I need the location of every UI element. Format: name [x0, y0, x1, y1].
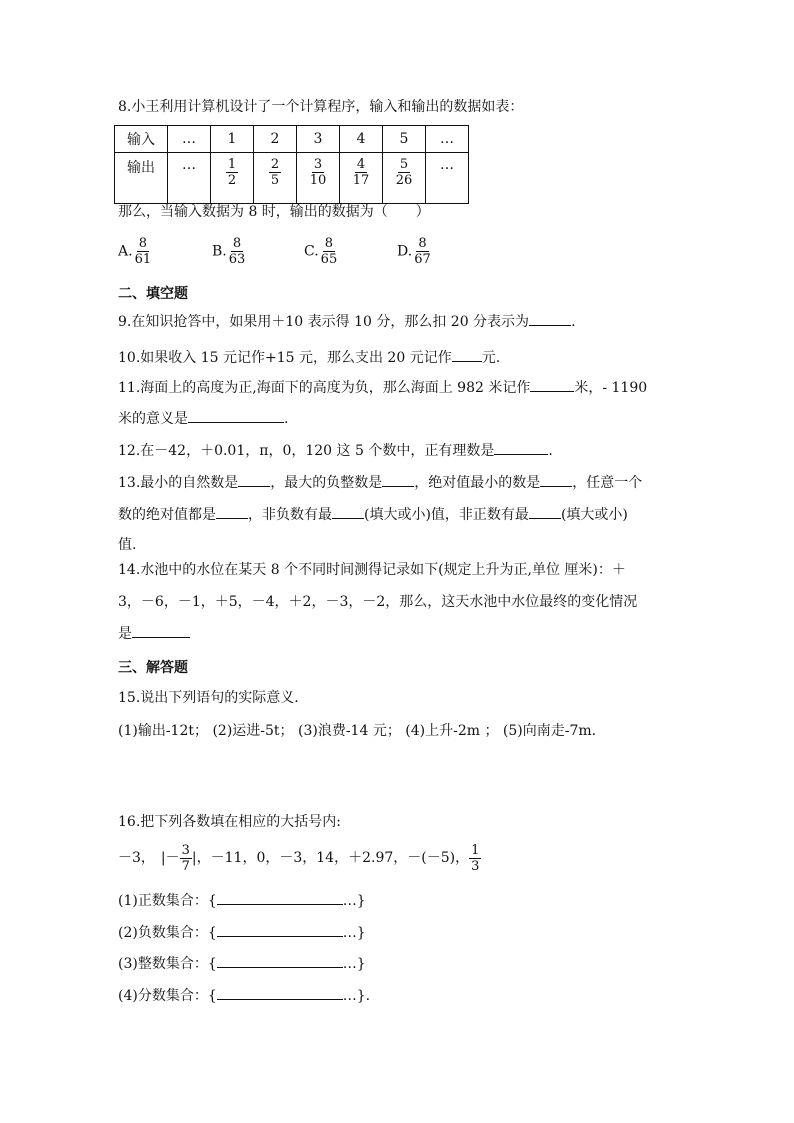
output-cell	[211, 153, 254, 204]
output-label-cell: 输出	[115, 153, 168, 204]
option-c: C. $\frac{8}{65}$	[304, 236, 338, 267]
answer-blank[interactable]	[188, 408, 284, 423]
q13-line1: 13.最小的自然数是 ，最大的负整数是 ，绝对值最小的数是 ，任意一个	[118, 472, 642, 493]
q14-line3: 是	[118, 623, 190, 644]
fraction: $\frac{4}{17}$	[352, 157, 370, 188]
output-cell	[383, 153, 426, 204]
set-negative: (2)负数集合：{ …}	[118, 922, 366, 943]
output-cell	[254, 153, 297, 204]
q8-stem: 8.小王利用计算机设计了一个计算程序，输入和输出的数据如表：	[118, 99, 524, 115]
input-label-cell: 输入	[115, 126, 168, 153]
option-b: B. $\frac{8}{63}$	[212, 236, 246, 267]
q10: 10.如果收入 15 元记作+15 元，那么支出 20 元记作 元.	[118, 347, 500, 368]
answer-blank[interactable]	[217, 890, 343, 905]
answer-blank[interactable]	[452, 347, 482, 362]
io-table	[114, 125, 469, 204]
q16-stem: 16.把下列各数填在相应的大括号内:	[118, 814, 341, 830]
table-row-input	[115, 126, 469, 153]
fraction: $\frac{5}{26}$	[395, 157, 413, 188]
set-positive: (1)正数集合：{ …}	[118, 890, 366, 911]
q14-line1: 14.水池中的水位在某天 8 个不同时间测得记录如下(规定上升为正,单位 厘米)：＋	[118, 562, 626, 578]
answer-blank[interactable]	[530, 377, 574, 392]
q12: 12.在－42，＋0.01，π，0，120 这 5 个数中，正有理数是 .	[118, 440, 553, 461]
table-row-output	[115, 153, 469, 204]
fraction: $\frac{1}{2}$	[227, 157, 237, 188]
ellipsis-cell: …	[426, 153, 469, 204]
section-title-solve: 三、解答题	[118, 660, 188, 676]
answer-blank[interactable]	[217, 953, 343, 968]
answer-blank[interactable]	[540, 472, 572, 487]
fraction: $\frac{1}{3}$	[471, 842, 480, 874]
output-cell	[297, 153, 340, 204]
ellipsis-cell: …	[426, 126, 469, 153]
fraction: $\frac{3}{7}$	[181, 842, 190, 874]
answer-blank[interactable]	[216, 504, 248, 519]
q15-stem: 15.说出下列语句的实际意义.	[118, 690, 299, 706]
fraction: $\frac{3}{10}$	[309, 157, 327, 188]
q16-numbers: －3， |－ $\frac{3}{7}$ | ，－11，0，－3，14，＋2.97，－(－5)， $\frac{1}{3}$	[118, 842, 480, 874]
q8-question: 那么，当输入数据为 8 时，输出的数据为（ ）	[118, 204, 430, 220]
ellipsis-cell: …	[168, 153, 211, 204]
q9: 9.在知识抢答中，如果用＋10 表示得 10 分，那么扣 20 分表示为 .	[118, 311, 576, 332]
output-cell	[340, 153, 383, 204]
q15-items: (1)输出-12t； (2)运进-5t； (3)浪费-14 元； (4)上升-2m ； (5)向南走-7m.	[118, 723, 597, 739]
option-d: D. $\frac{8}{67}$	[397, 236, 431, 267]
answer-blank[interactable]	[217, 985, 343, 1000]
set-integer: (3)整数集合：{ …}	[118, 953, 366, 974]
answer-blank[interactable]	[238, 472, 270, 487]
option-a: A. $\frac{8}{61}$	[118, 236, 152, 267]
set-fraction: (4)分数集合：{ …}.	[118, 985, 370, 1006]
input-cell: 4	[340, 126, 383, 153]
ellipsis-cell: …	[168, 126, 211, 153]
answer-blank[interactable]	[529, 504, 561, 519]
input-cell: 1	[211, 126, 254, 153]
q13-line2: 数的绝对值都是 ，非负数有最 (填大或小)值，非正数有最 (填大或小)	[118, 504, 628, 525]
section-title-fill-in: 二、填空题	[118, 286, 188, 302]
input-cell: 5	[383, 126, 426, 153]
answer-blank[interactable]	[529, 311, 571, 326]
input-cell: 3	[297, 126, 340, 153]
answer-blank[interactable]	[494, 440, 548, 455]
fraction: $\frac{2}{5}$	[270, 157, 280, 188]
input-cell: 2	[254, 126, 297, 153]
answer-blank[interactable]	[332, 504, 364, 519]
q11-line1: 11.海面上的高度为正,海面下的高度为负，那么海面上 982 米记作 米，- 1190	[118, 377, 647, 398]
q11-line2: 米的意义是 .	[118, 408, 288, 429]
q13-line3: 值.	[118, 537, 137, 553]
answer-blank[interactable]	[132, 623, 190, 638]
q14-line2: 3，－6，－1，＋5，－4，＋2，－3，－2，那么，这天水池中水位最终的变化情况	[118, 594, 638, 610]
answer-blank[interactable]	[217, 922, 343, 937]
answer-blank[interactable]	[382, 472, 414, 487]
